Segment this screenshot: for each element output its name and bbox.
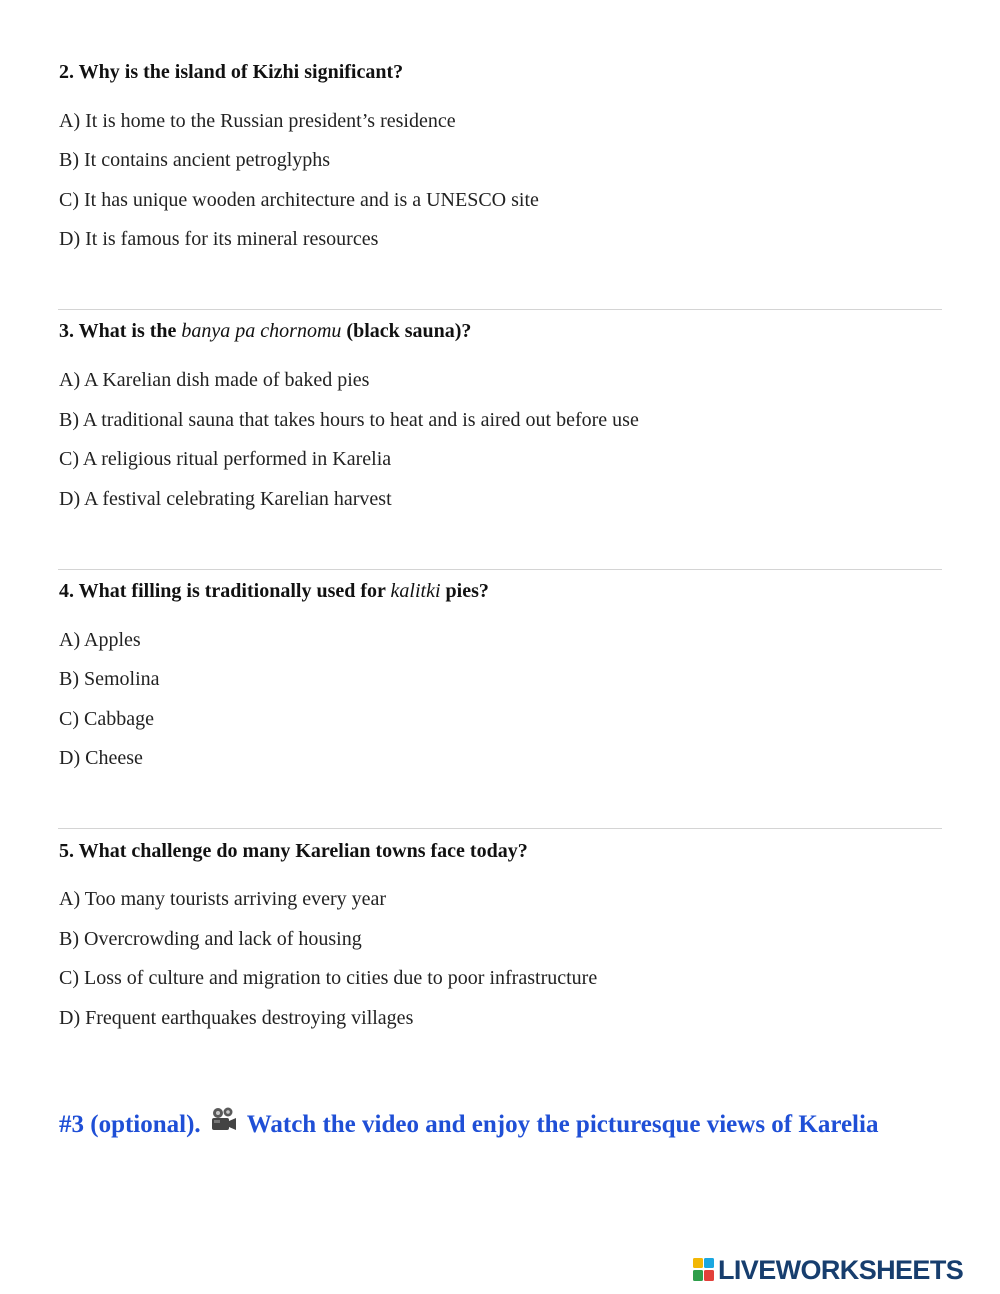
liveworksheets-logo (693, 1255, 963, 1285)
question-2-option-d[interactable]: D) It is famous for its mineral resources (59, 228, 379, 250)
question-4-option-d[interactable]: D) Cheese (59, 747, 143, 769)
liveworksheets-logo-icon (693, 1258, 715, 1282)
question-4-option-c[interactable]: C) Cabbage (59, 708, 154, 730)
divider (58, 828, 942, 829)
watch-video-link[interactable]: Watch the video and enjoy the picturesque views of Karelia (246, 1111, 879, 1138)
question-5-option-d[interactable]: D) Frequent earthquakes destroying villages (59, 1007, 414, 1029)
question-3-option-d[interactable]: D) A festival celebrating Karelian harvest (59, 488, 392, 510)
question-2-option-a[interactable]: A) It is home to the Russian president’s residence (59, 110, 456, 132)
question-3-option-b[interactable]: B) A traditional sauna that takes hours to heat and is aired out before use (59, 409, 639, 431)
question-3-option-a[interactable]: A) A Karelian dish made of baked pies (59, 369, 370, 391)
question-5-option-a[interactable]: A) Too many tourists arriving every year (59, 888, 387, 910)
question-2-option-c[interactable]: C) It has unique wooden architecture and is a UNESCO site (59, 189, 539, 211)
question-5-option-c[interactable]: C) Loss of culture and migration to cities due to poor infrastructure (59, 967, 598, 989)
question-5-option-b[interactable]: B) Overcrowding and lack of housing (59, 928, 362, 950)
question-5-title: 5. What challenge do many Karelian towns face today? (59, 840, 528, 862)
movie-camera-icon (209, 1106, 237, 1141)
divider (58, 309, 942, 310)
question-4-title: 4. What filling is traditionally used for kalitki pies? (59, 580, 489, 602)
task-3-prefix: #3 (optional). (59, 1111, 201, 1138)
question-3-title: 3. What is the banya pa chornomu (black sauna)? (59, 320, 472, 342)
liveworksheets-logo-text: LIVEWORKSHEETS (718, 1254, 964, 1285)
question-3-option-c[interactable]: C) A religious ritual performed in Karelia (59, 448, 392, 470)
question-4-option-b[interactable]: B) Semolina (59, 668, 160, 690)
question-2-option-b[interactable]: B) It contains ancient petroglyphs (59, 149, 331, 171)
task-3-heading (59, 1106, 878, 1141)
question-4-option-a[interactable]: A) Apples (59, 629, 141, 651)
question-2-title: 2. Why is the island of Kizhi significant? (59, 61, 404, 83)
divider (58, 569, 942, 570)
